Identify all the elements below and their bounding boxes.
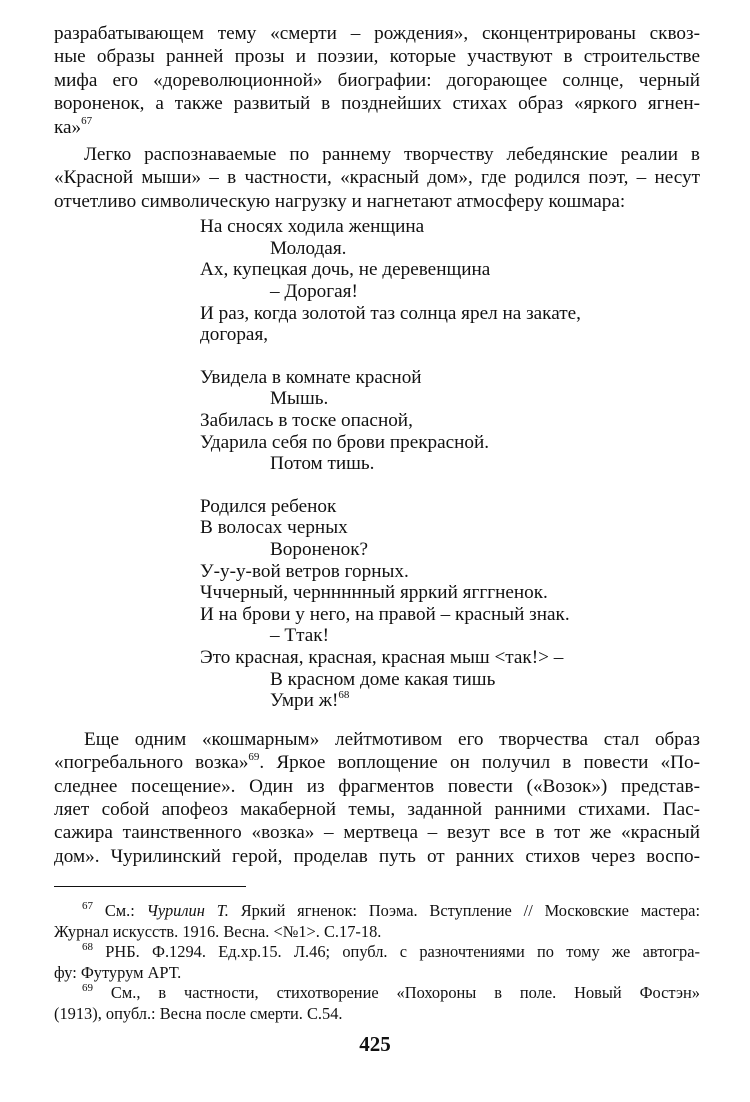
poem <box>200 216 700 711</box>
poem-line: В красном доме какая тишь <box>270 668 496 690</box>
poem-line: – Ттак! <box>270 625 329 647</box>
poem-stanza-3 <box>200 496 700 712</box>
text-line: «Красной мыши» – в частности, «красный дом», где родился поэт, – несут <box>54 167 700 189</box>
poem-line: В волосах черных <box>200 517 348 539</box>
footnotes <box>54 901 700 1024</box>
poem-line: Увидела в комнате красной <box>200 366 422 388</box>
text-line: мифа его «дореволюционной» биографии: догорающее солнце, черный <box>54 69 700 91</box>
poem-line: Вороненок? <box>270 538 369 560</box>
author-name: Чурилин Т. <box>146 901 229 921</box>
poem-line <box>200 690 700 712</box>
poem-line: Родился ребенок <box>200 495 337 517</box>
page-content <box>54 22 700 1024</box>
poem-line: – Дорогая! <box>270 281 358 303</box>
text-line: отчетливо символическую нагрузку и нагнетают атмосферу кошмара: <box>54 190 626 212</box>
text-line: дом». Чурилинский герой, проделав путь от ранних стихов через воспо- <box>54 845 700 867</box>
footnote-68 <box>54 942 700 983</box>
poem-line: На сносях ходила женщина <box>200 216 425 238</box>
text-fragment: ка» <box>54 116 82 138</box>
text-fragment: См., в частности, стихотворение «Похороны в поле. Новый Фостэн» <box>93 983 700 1003</box>
text-fragment: Умри ж! <box>270 690 339 712</box>
page-number: 425 <box>359 1032 391 1056</box>
text-line: ные образы ранней прозы и поэзии, которые участвуют в строительстве <box>54 46 700 68</box>
footnote-number: 67 <box>82 899 93 912</box>
text-line: Еще одним «кошмарным» лейтмотивом его творчества стал образ <box>84 728 700 750</box>
poem-line: Чччерный, черннннный ярркий ягггненок. <box>200 582 548 604</box>
poem-line: Молодая. <box>270 237 347 259</box>
poem-line: И на брови у него, на правой – красный знак. <box>200 603 570 625</box>
text-line <box>54 116 700 139</box>
poem-line: Забилась в тоске опасной, <box>200 410 413 431</box>
text-fragment: РНБ. Ф.1294. Ед.хр.15. Л.46; опубл. с разночтениями по тому же автогра- <box>93 942 700 962</box>
poem-line: Мышь. <box>270 388 329 410</box>
text-line: Легко распознаваемые по раннему творчеству лебедянские реалии в <box>84 144 700 166</box>
footnote-ref-67[interactable]: 67 <box>81 115 93 128</box>
footnote-line <box>54 983 700 1004</box>
poem-line: Это красная, красная, красная мыш <так!> – <box>200 646 564 668</box>
paragraph-1 <box>54 22 700 139</box>
text-fragment: . Яркое воплощение он получил в повести «По- <box>259 752 700 774</box>
text-fragment: «погребального возка» <box>54 752 249 774</box>
footnote-line: (1913), опубл.: Весна после смерти. С.54. <box>54 1003 343 1023</box>
poem-stanza-2 <box>200 367 700 475</box>
text-line: сажира таинственного «возка» – мертвеца – везут все в тот же «красный <box>54 822 700 844</box>
poem-line: Ах, купецкая дочь, не деревенщина <box>200 259 491 281</box>
footnote-line: фу: Футурум АРТ. <box>54 962 182 982</box>
footnote-line <box>54 901 700 922</box>
text-line: ляет собой апофеоз макаберной темы, заданной ранними стихами. Пас- <box>54 798 700 820</box>
poem-line: У-у-у-вой ветров горных. <box>200 560 409 582</box>
footnote-number: 69 <box>82 981 93 994</box>
footnote-number: 68 <box>82 940 93 953</box>
poem-line: Потом тишь. <box>270 453 375 475</box>
poem-line: догорая, <box>200 324 269 346</box>
text-line <box>54 751 700 774</box>
text-fragment: См.: <box>93 901 147 921</box>
paragraph-3 <box>54 728 700 868</box>
poem-line: Ударила себя по брови прекрасной. <box>200 431 490 453</box>
text-line: следнее посещение». Один из фрагментов повести («Возок») представ- <box>54 775 700 797</box>
footnote-divider <box>54 886 246 887</box>
footnote-67 <box>54 901 700 942</box>
poem-line: И раз, когда золотой таз солнца ярел на закате, <box>200 302 581 324</box>
text-line: разрабатывающем тему «смерти – рождения», сконцентрированы сквоз- <box>54 23 700 44</box>
footnote-ref-68[interactable]: 68 <box>338 688 350 701</box>
footnote-line: Журнал искусств. 1916. Весна. <№1>. С.17-18. <box>54 921 382 941</box>
paragraph-2 <box>54 143 700 213</box>
poem-stanza-1 <box>200 216 700 346</box>
footnote-line <box>54 942 700 963</box>
text-line: вороненок, а также развитый в позднейших стихах образ «яркого ягнен- <box>54 93 700 115</box>
footnote-ref-69[interactable]: 69 <box>248 750 260 763</box>
text-fragment: Яркий ягненок: Поэма. Вступление // Московские мастера: <box>228 901 700 921</box>
footnote-69 <box>54 983 700 1024</box>
